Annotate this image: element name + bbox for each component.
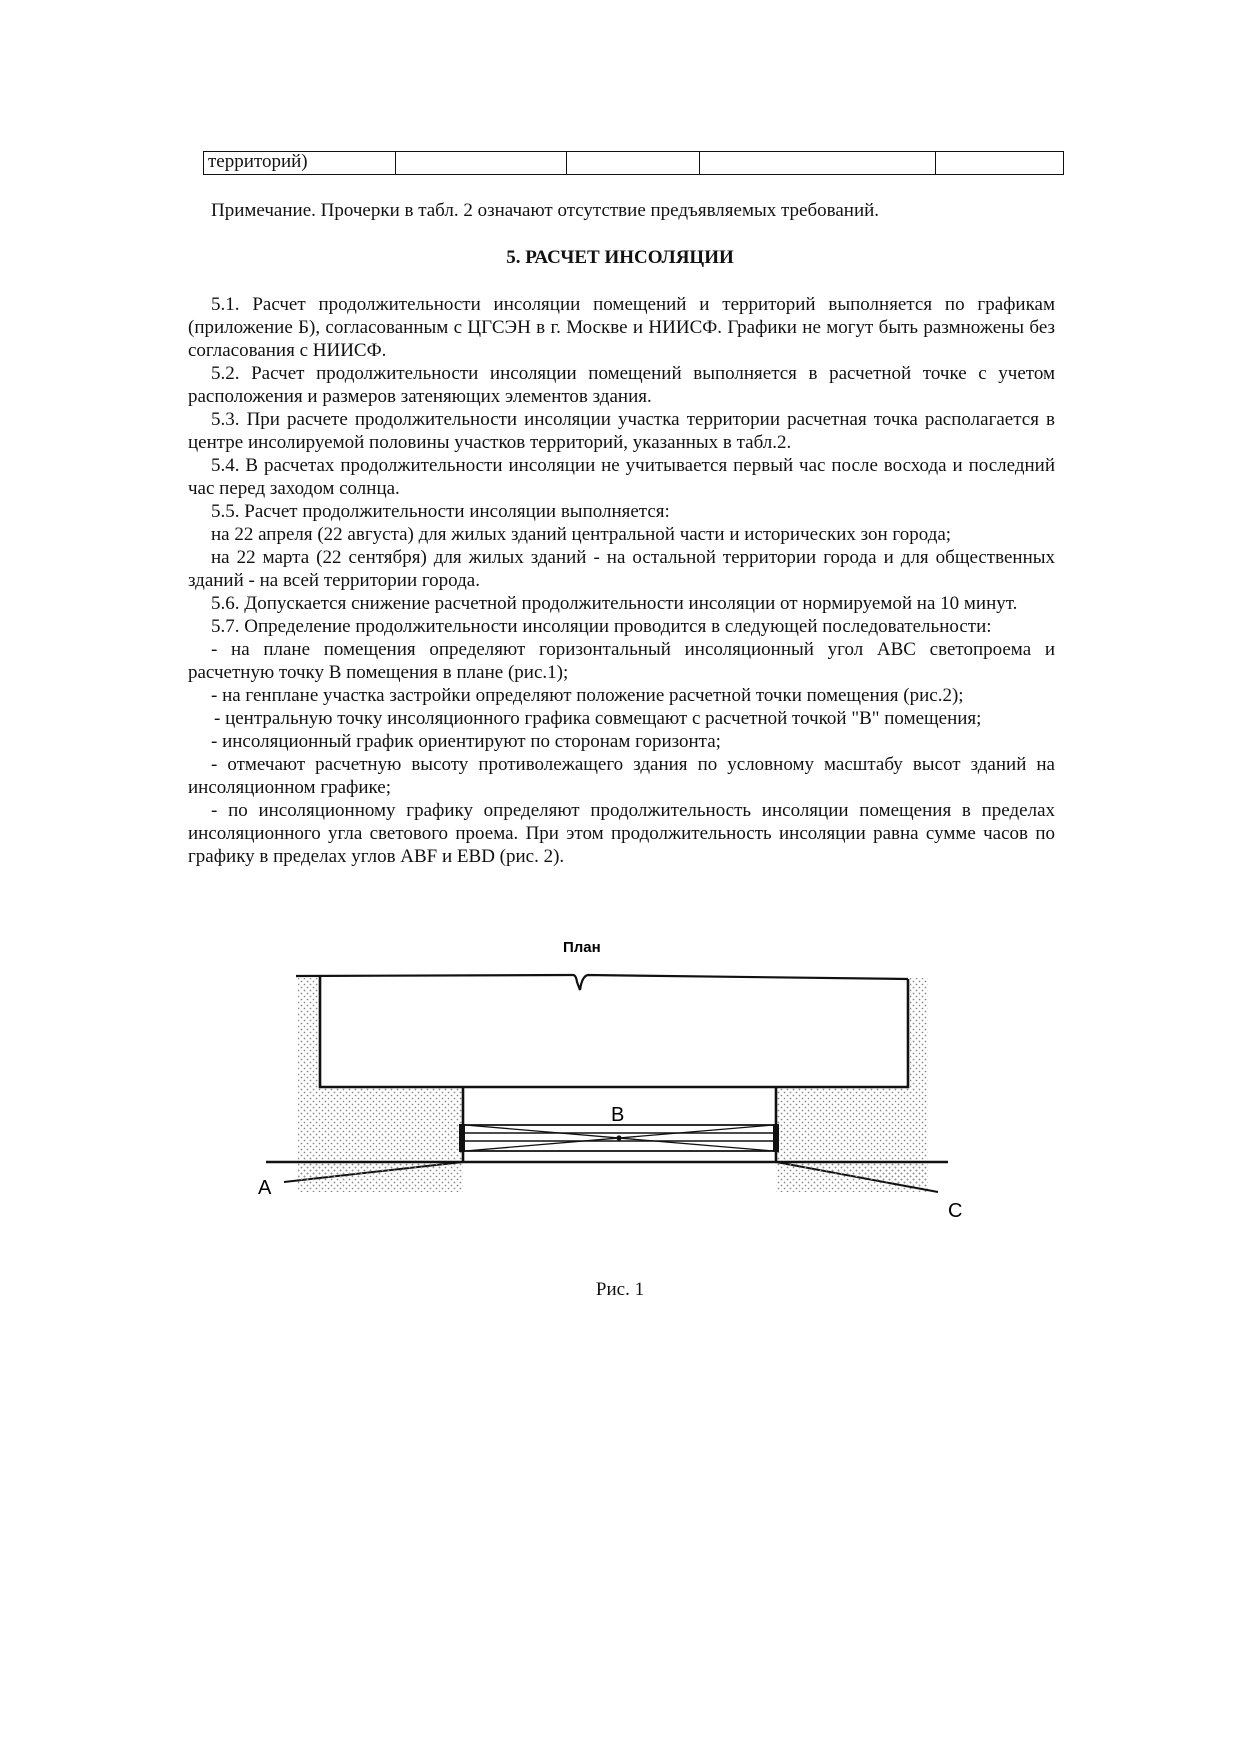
paragraph: 5.2. Расчет продолжительности инсоляции помещений выполняется в расчетной точке с учетом расположения и размеров затеняющих элементов здания. [188, 363, 1055, 407]
label-c: C [948, 1200, 963, 1222]
figure-title: План [563, 939, 601, 956]
paragraph: на 22 апреля (22 августа) для жилых зданий центральной части и исторических зон города; [211, 524, 952, 545]
table-cell [396, 152, 567, 175]
paragraph: 5.5. Расчет продолжительности инсоляции выполняется: [211, 501, 670, 522]
paragraph: 5.4. В расчетах продолжительности инсоляции не учитывается первый час после восхода и последний час перед заходом солнца. [188, 455, 1055, 499]
paragraph: 5.3. При расчете продолжительности инсоляции участка территории расчетная точка располагается в центре инсолируемой половины участков территорий, указанных в табл.2. [188, 409, 1055, 453]
paragraph: 5.6. Допускается снижение расчетной продолжительности инсоляции от нормируемой на 10 минут. [211, 593, 1018, 614]
table-cell: территорий) [204, 152, 396, 175]
right-window-frame [773, 1124, 779, 1152]
paragraph: на 22 марта (22 сентября) для жилых зданий - на остальной территории города и для общественных зданий - на всей территории города. [188, 547, 1055, 591]
top-wall-line [296, 975, 908, 990]
table-row [204, 152, 1064, 175]
paragraph: - отмечают расчетную высоту противолежащего здания по условному масштабу высот зданий на инсоляционном графике; [188, 754, 1055, 798]
figure-plan-diagram [258, 932, 978, 1277]
table-cell [936, 152, 1064, 175]
paragraph: - инсоляционный график ориентируют по сторонам горизонта; [211, 731, 721, 752]
room-outline [320, 976, 908, 1087]
paragraph: - на генплане участка застройки определяют положение расчетной точки помещения (рис.2); [211, 685, 964, 706]
body-text [188, 293, 1055, 868]
label-a: A [258, 1177, 272, 1199]
table-note: Примечание. Прочерки в табл. 2 означают отсутствие предъявляемых требований. [211, 200, 880, 221]
paragraph: - по инсоляционному графику определяют продолжительность инсоляции помещения в пределах инсоляционного угла светового проема. При этом продолжительность инсоляции равна сумме часов по графику в пределах углов ABF и EBD (рис. 2). [188, 800, 1055, 867]
paragraph: - центральную точку инсоляционного графика совмещают с расчетной точкой "B" помещения; [214, 708, 982, 729]
point-b-marker [616, 1135, 621, 1140]
section-heading: 5. РАСЧЕТ ИНСОЛЯЦИИ [506, 247, 734, 268]
table-fragment [203, 151, 1064, 175]
left-window-frame [459, 1124, 465, 1152]
table-cell [567, 152, 700, 175]
paragraph: 5.7. Определение продолжительности инсоляции проводится в следующей последовательности: [211, 616, 992, 637]
wall-hatch-right [776, 978, 928, 1192]
figure-caption: Рис. 1 [595, 1279, 645, 1300]
table-cell [700, 152, 936, 175]
wall-hatch-left [298, 978, 463, 1192]
paragraph: 5.1. Расчет продолжительности инсоляции помещений и территорий выполняется по графикам (приложение Б), согласованным с ЦГСЭН в г. Москве и НИИСФ. Графики не могут быть размножены без согласования с НИИСФ. [188, 294, 1055, 361]
paragraph: - на плане помещения определяют горизонтальный инсоляционный угол ABC светопроема и расчетную точку B помещения в плане (рис.1); [188, 639, 1055, 683]
label-b: B [611, 1104, 625, 1126]
